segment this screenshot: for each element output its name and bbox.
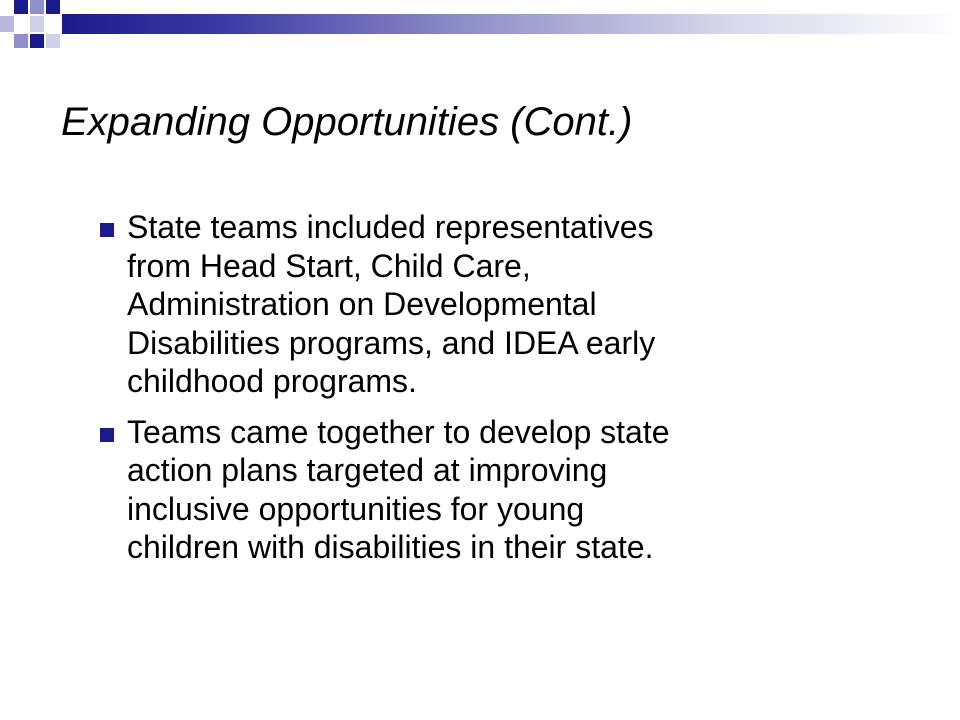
bullet-line: Administration on Developmental xyxy=(127,286,597,322)
header-decoration xyxy=(0,0,960,60)
bullet-line: Teams came together to develop state xyxy=(127,413,670,450)
bullet-line: childhood programs. xyxy=(127,363,417,399)
bullet-line: State teams included representatives xyxy=(127,209,654,245)
bullet-list xyxy=(100,208,860,579)
bullet-line: children with disabilities in their state. xyxy=(127,529,654,565)
deco-square xyxy=(14,0,28,14)
deco-square xyxy=(30,0,44,14)
bullet-item xyxy=(100,208,860,401)
deco-square xyxy=(46,0,60,14)
slide-title: Expanding Opportunities (Cont.) xyxy=(61,100,633,144)
deco-square xyxy=(46,34,60,48)
deco-square xyxy=(16,16,30,32)
bullet-line: action plans targeted at improving xyxy=(127,452,608,488)
square-bullet-icon xyxy=(100,223,114,237)
bullet-item xyxy=(100,413,860,567)
square-bullet-icon xyxy=(100,428,114,442)
deco-square xyxy=(30,16,44,32)
header-gradient-bar xyxy=(62,14,960,34)
deco-square xyxy=(14,34,28,48)
bullet-line: from Head Start, Child Care, xyxy=(127,247,531,284)
deco-square xyxy=(0,0,14,14)
bullet-line: inclusive opportunities for young xyxy=(127,490,585,527)
deco-square xyxy=(30,34,44,48)
deco-square xyxy=(46,16,60,32)
deco-square xyxy=(0,16,14,32)
bullet-line: Disabilities programs, and IDEA early xyxy=(127,324,656,361)
